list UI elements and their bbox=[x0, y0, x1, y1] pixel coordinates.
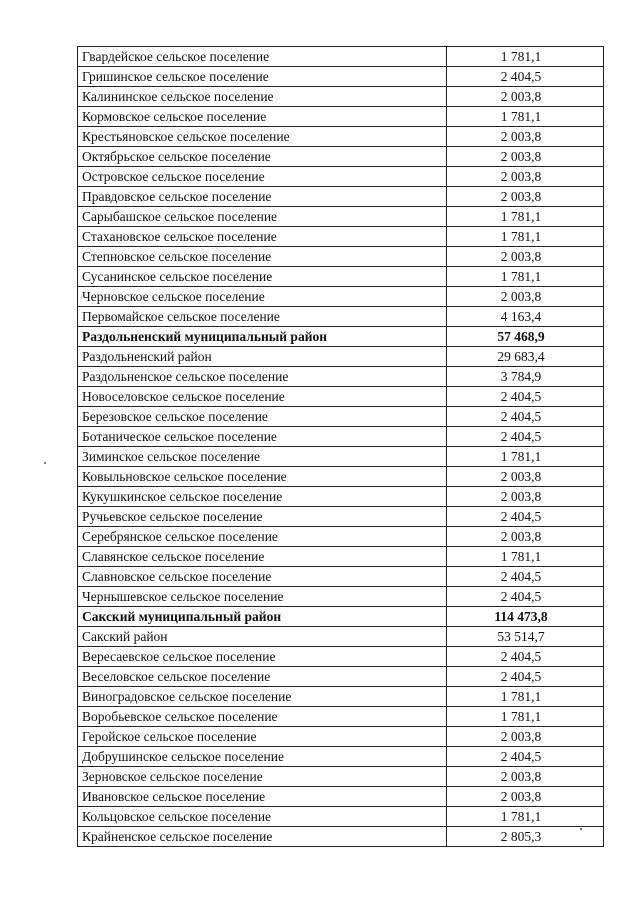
table-row bbox=[78, 327, 604, 347]
row-name: Стахановское сельское поселение bbox=[78, 227, 447, 247]
row-name: Вересаевское сельское поселение bbox=[78, 647, 447, 667]
table-row bbox=[78, 787, 604, 807]
row-value: 2 404,5 bbox=[447, 747, 604, 767]
row-name: Ручьевское сельское поселение bbox=[78, 507, 447, 527]
row-value: 53 514,7 bbox=[447, 627, 604, 647]
table-body bbox=[78, 47, 604, 847]
row-name: Добрушинское сельское поселение bbox=[78, 747, 447, 767]
row-value: 2 003,8 bbox=[447, 167, 604, 187]
table-row bbox=[78, 347, 604, 367]
table-row bbox=[78, 627, 604, 647]
table-row bbox=[78, 547, 604, 567]
row-name: Славянское сельское поселение bbox=[78, 547, 447, 567]
table-row bbox=[78, 507, 604, 527]
table-row bbox=[78, 307, 604, 327]
table-row bbox=[78, 407, 604, 427]
scan-speck bbox=[580, 828, 582, 830]
row-value: 1 781,1 bbox=[447, 107, 604, 127]
row-value: 1 781,1 bbox=[447, 207, 604, 227]
row-value: 2 404,5 bbox=[447, 387, 604, 407]
row-name: Ивановское сельское поселение bbox=[78, 787, 447, 807]
scan-speck bbox=[44, 462, 46, 464]
row-value: 1 781,1 bbox=[447, 547, 604, 567]
row-name: Островское сельское поселение bbox=[78, 167, 447, 187]
row-name: Ковыльновское сельское поселение bbox=[78, 467, 447, 487]
row-value: 1 781,1 bbox=[447, 687, 604, 707]
row-name: Раздольненский район bbox=[78, 347, 447, 367]
table-row bbox=[78, 727, 604, 747]
row-value: 2 003,8 bbox=[447, 247, 604, 267]
row-name: Сакский муниципальный район bbox=[78, 607, 447, 627]
row-name: Кольцовское сельское поселение bbox=[78, 807, 447, 827]
row-value: 2 003,8 bbox=[447, 87, 604, 107]
row-value: 2 404,5 bbox=[447, 567, 604, 587]
row-value: 57 468,9 bbox=[447, 327, 604, 347]
row-value: 2 003,8 bbox=[447, 767, 604, 787]
row-name: Березовское сельское поселение bbox=[78, 407, 447, 427]
table-row bbox=[78, 447, 604, 467]
row-name: Крайненское сельское поселение bbox=[78, 827, 447, 847]
table-row bbox=[78, 107, 604, 127]
row-name: Кукушкинское сельское поселение bbox=[78, 487, 447, 507]
budget-allocation-table bbox=[77, 46, 604, 847]
table-row bbox=[78, 267, 604, 287]
table-row bbox=[78, 747, 604, 767]
row-value: 1 781,1 bbox=[447, 807, 604, 827]
row-value: 2 404,5 bbox=[447, 427, 604, 447]
row-name: Зиминское сельское поселение bbox=[78, 447, 447, 467]
row-name: Первомайское сельское поселение bbox=[78, 307, 447, 327]
row-value: 2 404,5 bbox=[447, 667, 604, 687]
table-row bbox=[78, 687, 604, 707]
row-name: Ботаническое сельское поселение bbox=[78, 427, 447, 447]
row-value: 2 003,8 bbox=[447, 527, 604, 547]
row-name: Кормовское сельское поселение bbox=[78, 107, 447, 127]
row-value: 2 003,8 bbox=[447, 127, 604, 147]
row-value: 2 404,5 bbox=[447, 507, 604, 527]
row-value: 1 781,1 bbox=[447, 447, 604, 467]
row-value: 1 781,1 bbox=[447, 267, 604, 287]
row-value: 1 781,1 bbox=[447, 227, 604, 247]
table-row bbox=[78, 227, 604, 247]
row-name: Сусанинское сельское поселение bbox=[78, 267, 447, 287]
table-row bbox=[78, 487, 604, 507]
row-name: Веселовское сельское поселение bbox=[78, 667, 447, 687]
table-row bbox=[78, 367, 604, 387]
table-row bbox=[78, 247, 604, 267]
table-row bbox=[78, 127, 604, 147]
row-value: 2 003,8 bbox=[447, 287, 604, 307]
row-value: 29 683,4 bbox=[447, 347, 604, 367]
row-name: Калининское сельское поселение bbox=[78, 87, 447, 107]
table-row bbox=[78, 807, 604, 827]
table-row bbox=[78, 467, 604, 487]
row-name: Новоселовское сельское поселение bbox=[78, 387, 447, 407]
row-value: 2 003,8 bbox=[447, 187, 604, 207]
table-row bbox=[78, 67, 604, 87]
row-value: 3 784,9 bbox=[447, 367, 604, 387]
row-value: 2 404,5 bbox=[447, 407, 604, 427]
table-row bbox=[78, 607, 604, 627]
table-row bbox=[78, 87, 604, 107]
table-row bbox=[78, 207, 604, 227]
table-row bbox=[78, 387, 604, 407]
row-value: 2 003,8 bbox=[447, 727, 604, 747]
table-row bbox=[78, 567, 604, 587]
row-name: Степновское сельское поселение bbox=[78, 247, 447, 267]
table-row bbox=[78, 767, 604, 787]
table-row bbox=[78, 587, 604, 607]
row-value: 1 781,1 bbox=[447, 47, 604, 67]
row-value: 2 404,5 bbox=[447, 67, 604, 87]
row-value: 2 003,8 bbox=[447, 147, 604, 167]
row-name: Серебрянское сельское поселение bbox=[78, 527, 447, 547]
table-row bbox=[78, 47, 604, 67]
row-name: Славновское сельское поселение bbox=[78, 567, 447, 587]
row-name: Зерновское сельское поселение bbox=[78, 767, 447, 787]
row-name: Октябрьское сельское поселение bbox=[78, 147, 447, 167]
row-name: Геройское сельское поселение bbox=[78, 727, 447, 747]
row-name: Чернышевское сельское поселение bbox=[78, 587, 447, 607]
row-name: Гвардейское сельское поселение bbox=[78, 47, 447, 67]
table-row bbox=[78, 187, 604, 207]
table-row bbox=[78, 287, 604, 307]
row-name: Крестьяновское сельское поселение bbox=[78, 127, 447, 147]
row-value: 2 404,5 bbox=[447, 647, 604, 667]
row-name: Сакский район bbox=[78, 627, 447, 647]
row-value: 2 003,8 bbox=[447, 467, 604, 487]
table-row bbox=[78, 427, 604, 447]
row-name: Раздольненское сельское поселение bbox=[78, 367, 447, 387]
row-name: Сарыбашское сельское поселение bbox=[78, 207, 447, 227]
table-row bbox=[78, 167, 604, 187]
row-name: Раздольненский муниципальный район bbox=[78, 327, 447, 347]
table-row bbox=[78, 667, 604, 687]
row-name: Правдовское сельское поселение bbox=[78, 187, 447, 207]
table-row bbox=[78, 147, 604, 167]
row-value: 2 404,5 bbox=[447, 587, 604, 607]
row-value: 4 163,4 bbox=[447, 307, 604, 327]
row-value: 2 003,8 bbox=[447, 787, 604, 807]
table-row bbox=[78, 527, 604, 547]
row-name: Виноградовское сельское поселение bbox=[78, 687, 447, 707]
table-row bbox=[78, 827, 604, 847]
row-value: 114 473,8 bbox=[447, 607, 604, 627]
row-name: Воробьевское сельское поселение bbox=[78, 707, 447, 727]
row-value: 2 003,8 bbox=[447, 487, 604, 507]
row-value: 2 805,3 bbox=[447, 827, 604, 847]
row-name: Черновское сельское поселение bbox=[78, 287, 447, 307]
row-value: 1 781,1 bbox=[447, 707, 604, 727]
table-row bbox=[78, 647, 604, 667]
table-row bbox=[78, 707, 604, 727]
row-name: Гришинское сельское поселение bbox=[78, 67, 447, 87]
